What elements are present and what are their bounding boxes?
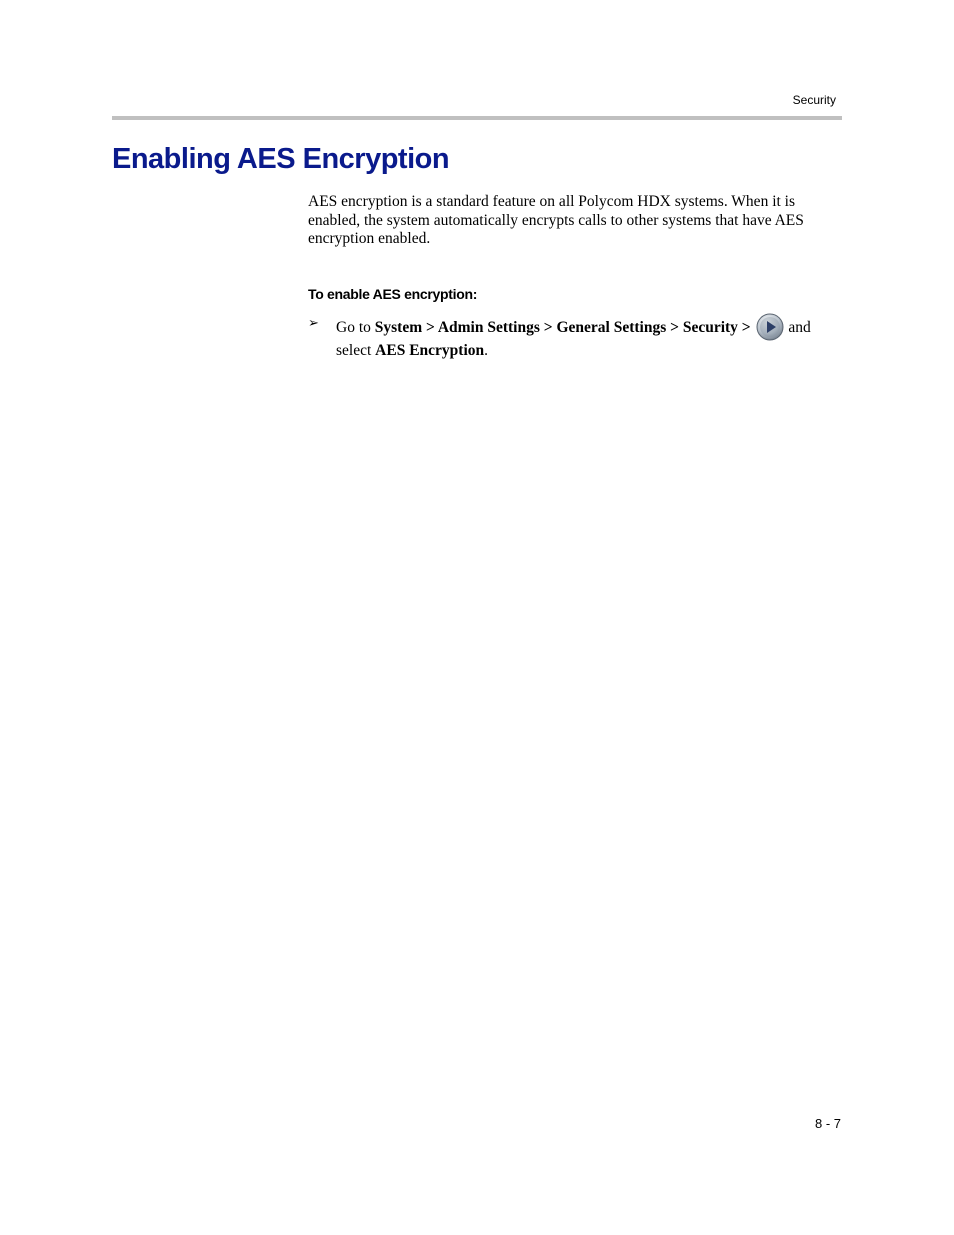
step-text <box>336 313 848 360</box>
page-number: 8 - 7 <box>814 1116 841 1131</box>
arrow-bullet-icon: ➢ <box>308 315 319 330</box>
running-header: Security <box>792 93 836 107</box>
step-prefix: Go to <box>336 319 375 336</box>
next-button-icon <box>756 313 784 341</box>
procedure-step <box>308 313 848 360</box>
step-suffix: . <box>484 342 489 359</box>
header-rule <box>112 116 842 120</box>
option-name: AES Encryption <box>375 342 485 359</box>
menu-path: System > Admin Settings > General Settings > Security > <box>374 319 751 336</box>
intro-paragraph: AES encryption is a standard feature on all Polycom HDX systems. When it is enabled, the system automatically encrypts calls to other systems that have AES encryption enabled. <box>308 193 804 248</box>
procedure-heading: To enable AES encryption: <box>308 286 478 302</box>
step-middle: and select <box>336 319 811 359</box>
page-title: Enabling AES Encryption <box>112 143 450 175</box>
